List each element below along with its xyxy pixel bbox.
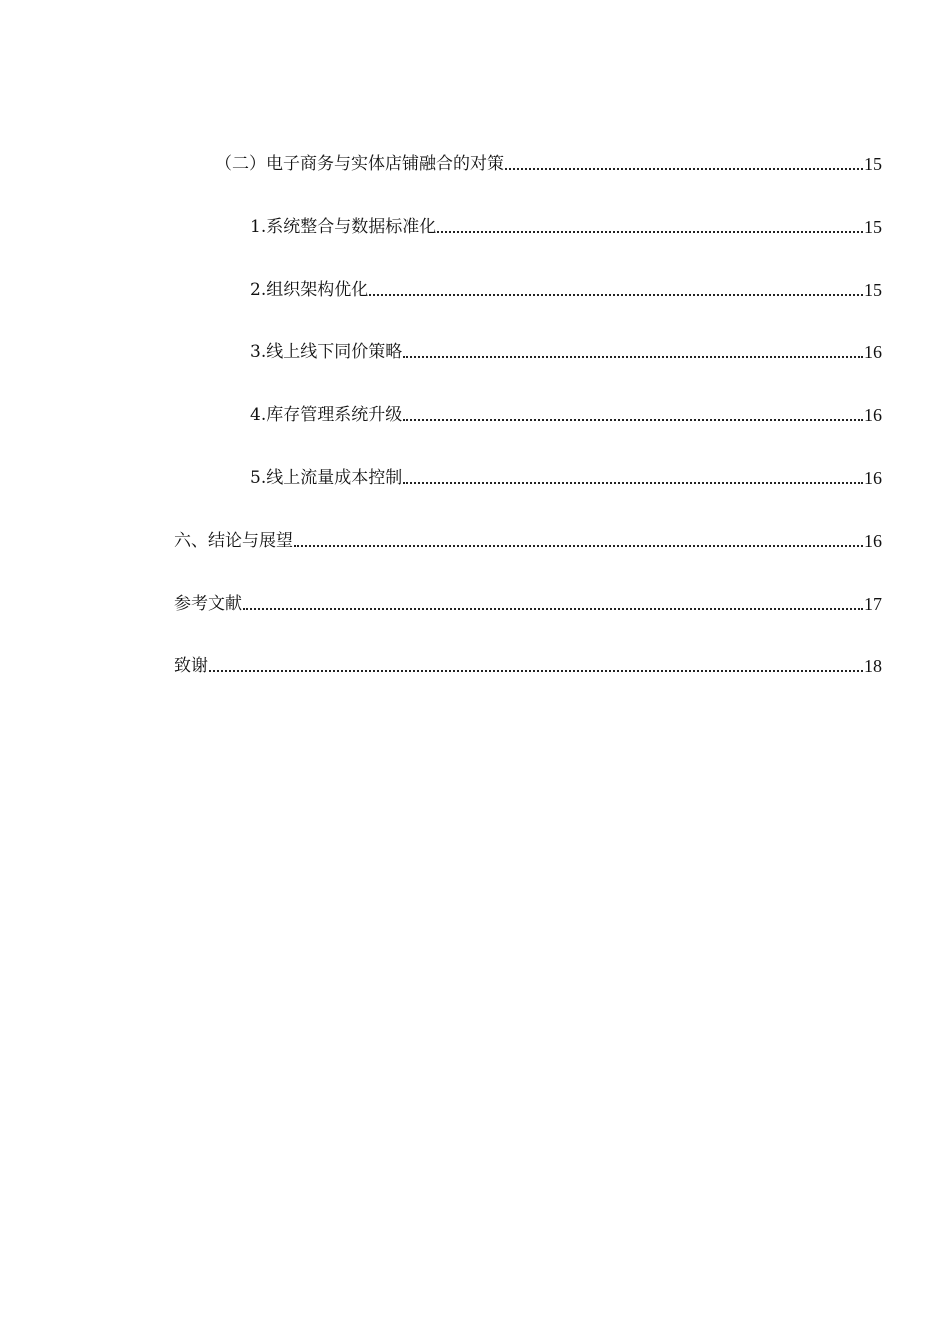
dot-leader — [437, 231, 863, 233]
toc-entry-title: 参考文献 — [174, 594, 242, 614]
dot-leader — [369, 294, 863, 296]
toc-entry-page-number: 16 — [864, 531, 882, 551]
toc-entry-page-number: 16 — [864, 342, 882, 362]
toc-entry-title: 3.线上线下同价策略 — [250, 342, 403, 362]
toc-entry-page-number: 15 — [864, 154, 882, 174]
toc-entry-acknowledgements[interactable] — [174, 650, 882, 676]
dot-leader — [243, 608, 863, 610]
toc-entry-traffic-cost[interactable] — [250, 462, 882, 488]
dot-leader — [209, 670, 863, 672]
toc-entry-page-number: 15 — [864, 280, 882, 300]
dot-leader — [403, 482, 863, 484]
toc-entry-org-structure[interactable] — [250, 274, 882, 300]
dot-leader — [403, 356, 863, 358]
dot-leader — [403, 419, 863, 421]
toc-entry-title: 1.系统整合与数据标准化 — [250, 217, 437, 237]
toc-entry-title: 4.库存管理系统升级 — [250, 405, 403, 425]
toc-entry-page-number: 18 — [864, 656, 882, 676]
toc-entry-same-price[interactable] — [250, 336, 882, 362]
toc-entry-title: 致谢 — [174, 656, 208, 676]
dot-leader — [505, 168, 863, 170]
toc-entry-page-number: 15 — [864, 217, 882, 237]
toc-entry-strategies[interactable] — [215, 148, 882, 174]
toc-entry-title: 2.组织架构优化 — [250, 280, 369, 300]
dot-leader — [294, 545, 863, 547]
toc-entry-system-integration[interactable] — [250, 211, 882, 237]
toc-entry-conclusion[interactable] — [174, 525, 882, 551]
toc-entry-page-number: 17 — [864, 594, 882, 614]
toc-entry-inventory-upgrade[interactable] — [250, 399, 882, 425]
toc-entry-title: 5.线上流量成本控制 — [250, 468, 403, 488]
toc-entry-title: 六、结论与展望 — [174, 531, 293, 551]
toc-entry-page-number: 16 — [864, 468, 882, 488]
toc-entry-references[interactable] — [174, 588, 882, 614]
toc-entry-title: （二）电子商务与实体店铺融合的对策 — [215, 154, 504, 174]
toc-entry-page-number: 16 — [864, 405, 882, 425]
